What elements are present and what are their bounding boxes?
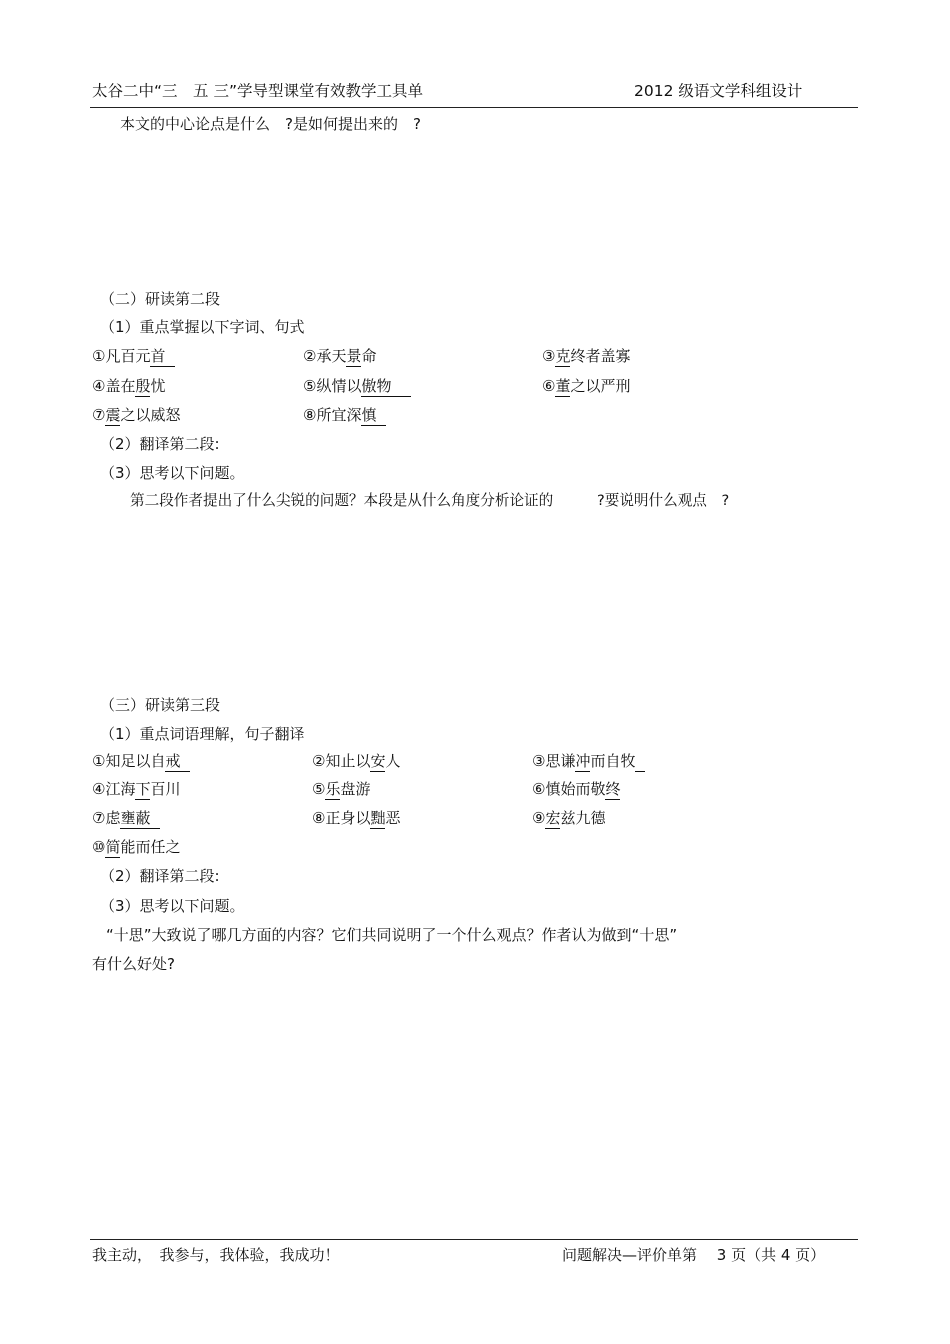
vocab-item: ⑧正身以黜恶	[312, 809, 401, 827]
vocab-item: ⑧所宜深慎	[303, 405, 386, 425]
footer-motto: 我主动， 我参与，我体验，我成功！	[92, 1246, 340, 1264]
vocab-item: ⑨宏兹九德	[532, 809, 606, 827]
vocab-item: ②承天景命	[303, 347, 377, 365]
section3-sub2: （2）翻译第二段:	[100, 867, 220, 885]
section3-title: （三）研读第三段	[100, 696, 221, 714]
section2-sub1: （1）重点掌握以下字词、句式	[100, 318, 305, 336]
section3-question-line2: 有什么好处?	[92, 955, 175, 973]
vocab-item: ③思谦冲而自牧	[532, 751, 645, 771]
vocab-item: ③克终者盖寡	[542, 347, 631, 365]
vocab-item: ④江海下百川	[92, 780, 181, 798]
section2-sub3: （3）思考以下问题。	[100, 464, 245, 482]
section3-sub3: （3）思考以下问题。	[100, 897, 245, 915]
vocab-item: ⑥慎始而敬终	[532, 780, 621, 798]
section2-question: 第二段作者提出了什么尖锐的问题？本段是从什么角度分析论证的 ?要说明什么观点 ?	[130, 492, 730, 509]
header-title: 太谷二中“三 五 三”学导型课堂有效教学工具单	[92, 82, 423, 100]
vocab-item: ⑩简能而任之	[92, 838, 181, 856]
vocab-item: ⑦虑壅蔽	[92, 808, 160, 828]
section2-title: （二）研读第二段	[100, 290, 221, 308]
header-rule	[90, 107, 858, 108]
section3-sub1: （1）重点词语理解，句子翻译	[100, 725, 305, 743]
section2-sub2: （2）翻译第二段:	[100, 435, 220, 453]
vocab-item: ④盖在殷忧	[92, 377, 166, 395]
vocab-item: ⑤乐盘游	[312, 780, 371, 798]
section3-question-line1: “十思”大致说了哪几方面的内容？它们共同说明了一个什么观点？作者认为做到“十思”	[106, 926, 678, 944]
vocab-item: ⑦震之以威怒	[92, 406, 181, 424]
footer-rule	[90, 1239, 858, 1240]
footer-page-info: 问题解决—评价单第 3 页（共 4 页）	[562, 1246, 826, 1264]
vocab-item: ①凡百元首	[92, 346, 175, 366]
header-designer: 2012 级语文学科组设计	[634, 82, 803, 100]
vocab-item: ①知足以自戒	[92, 751, 190, 771]
vocab-item: ⑥董之以严刑	[542, 377, 631, 395]
vocab-item: ②知止以安人	[312, 752, 401, 770]
vocab-item: ⑤纵情以傲物	[303, 376, 411, 396]
main-question: 本文的中心论点是什么 ?是如何提出来的 ?	[120, 115, 421, 133]
